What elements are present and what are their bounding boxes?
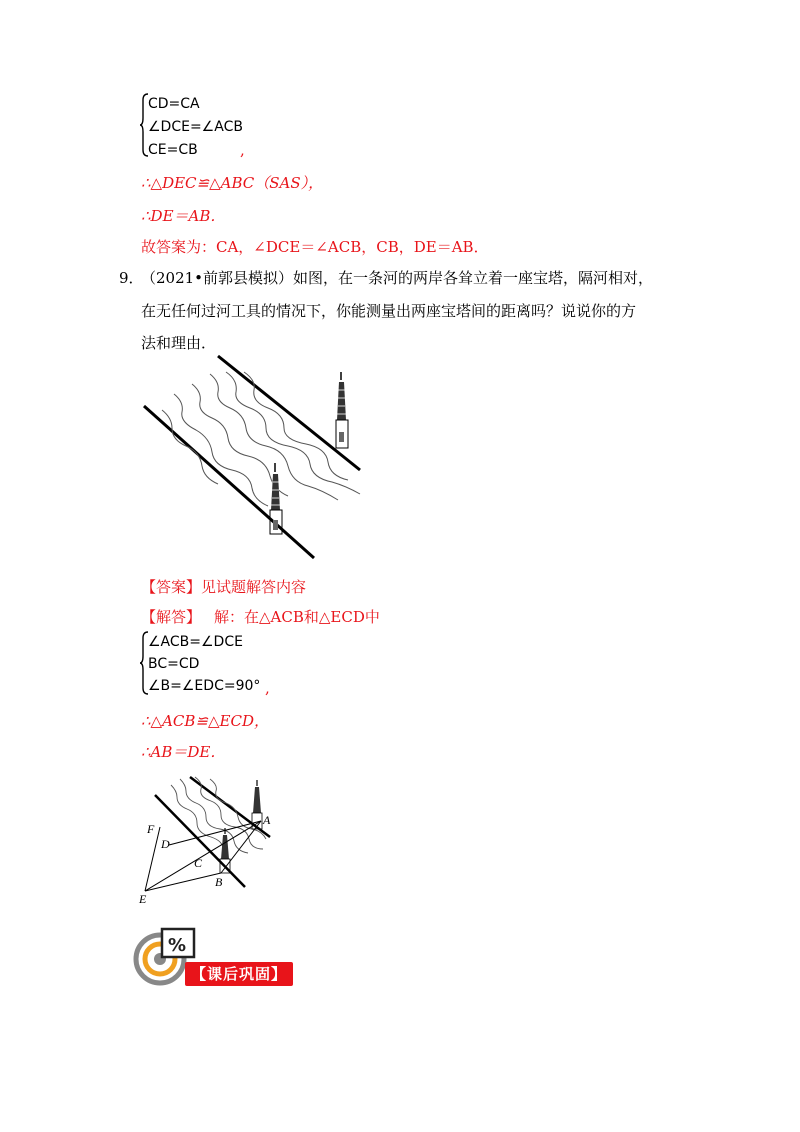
trailing-comma: ,: [265, 679, 270, 697]
equation-line: BC=CD: [148, 656, 200, 672]
proof-line: ∴AB＝DE．: [141, 743, 226, 761]
construction-lines: [145, 821, 261, 891]
equation-system-2: [140, 630, 360, 700]
proof-line: ∴DE＝AB．: [141, 207, 226, 225]
equation-line: CD=CA: [148, 96, 200, 112]
trailing-comma: ,: [240, 141, 245, 159]
solve-intro: 解：在△ACB和△ECD中: [214, 608, 380, 626]
river-figure: [140, 350, 390, 565]
point-label: E: [139, 892, 147, 906]
point-label: A: [263, 813, 271, 827]
equation-line: ∠ACB=∠DCE: [148, 634, 243, 650]
svg-text:%: %: [168, 935, 187, 956]
point-label: D: [161, 837, 170, 851]
solve-tag: 【解答】: [141, 608, 202, 626]
question-text-line: 在无任何过河工具的情况下，你能测量出两座宝塔间的距离吗？说说你的方: [141, 302, 637, 320]
equation-line: ∠B=∠EDC=90°: [148, 678, 261, 694]
proof-line: ∴△ACB≌△ECD，: [141, 712, 269, 730]
pagoda-icon: [270, 463, 282, 534]
question-text-line: （2021•前郭县模拟）如图，在一条河的两岸各耸立着一座宝塔，隔河相对，: [141, 269, 654, 287]
question-text-line: 法和理由．: [141, 334, 217, 352]
pagoda-icon: [336, 372, 348, 448]
question-number: 9．: [119, 269, 144, 287]
answer-line: 故答案为：CA，∠DCE＝∠ACB，CB，DE＝AB．: [141, 238, 489, 256]
point-label: B: [215, 875, 223, 889]
point-label: C: [194, 856, 203, 870]
answer-tag: 【答案】见试题解答内容: [141, 578, 307, 596]
riverbank-line: [144, 406, 314, 558]
point-label: F: [147, 822, 155, 836]
section-banner: 【课后巩固】: [185, 962, 293, 986]
proof-line: ∴△DEC≌△ABC（SAS），: [141, 174, 324, 192]
equation-line: ∠DCE=∠ACB: [148, 119, 243, 135]
construction-figure: [135, 775, 285, 910]
equation-line: CE=CB: [148, 142, 198, 158]
